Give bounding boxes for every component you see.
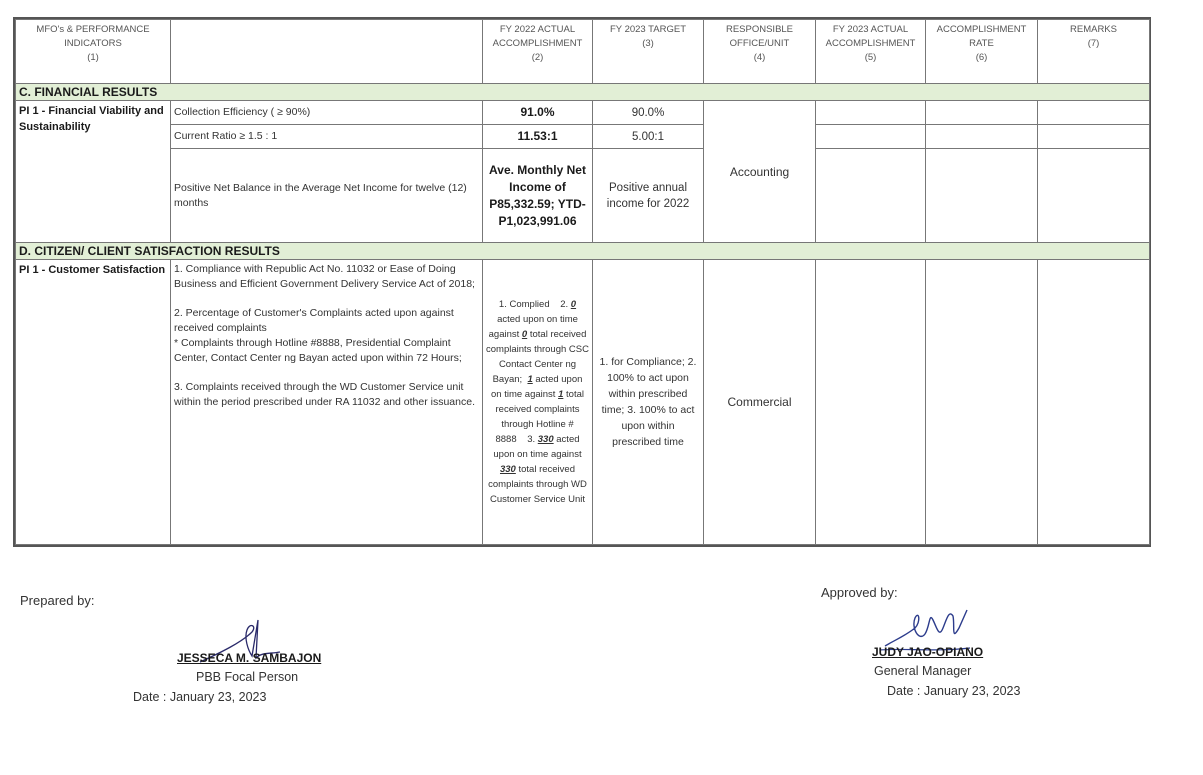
prepared-date: Date : January 23, 2023 [133,690,267,704]
remarks-cell [1038,260,1150,545]
approved-by-label: Approved by: [821,585,898,600]
table-row [16,125,1150,149]
section-c-title: C. FINANCIAL RESULTS [16,84,1150,101]
indicator-collection-efficiency: Collection Efficiency ( ≥ 90%) [171,101,483,125]
indicator-1-text: 1. Compliance with Republic Act No. 11032 or Ease of Doing Business and Efficient Government Delivery Service Act of 2018; [174,263,475,290]
approved-name: JUDY JAO-OPIANO [872,645,984,659]
header-remarks: REMARKS (7) [1038,20,1150,84]
office-commercial: Commercial [704,260,816,545]
indicator-2b-text: * Complaints through Hotline #8888, Presidential Complaint Center, Contact Center ng Bayan acted upon within 72 Hours; [174,337,462,364]
header-indicator-blank [171,20,483,84]
office-accounting: Accounting [704,101,816,243]
header-accomplishment-rate: ACCOMPLISHMENT RATE (6) [926,20,1038,84]
remarks-cell [1038,125,1150,149]
remarks-cell [1038,101,1150,125]
rate-cell [926,101,1038,125]
indicator-net-balance: Positive Net Balance in the Average Net Income for twelve (12) months [171,149,483,243]
section-d-title: D. CITIZEN/ CLIENT SATISFACTION RESULTS [16,243,1150,260]
fy2022-customer-satisfaction: 1. Complied 2. 0 acted upon on time against 0 total received complaints through CSC Contact Center ng Bayan; 1 acted upon on time against 1 total received complaints through Hotline # 8888 3. 330 acted upon on time against 330 total received complaints through WD Customer Service Unit [483,260,593,545]
remarks-cell [1038,149,1150,243]
rate-cell [926,125,1038,149]
indicator-current-ratio: Current Ratio ≥ 1.5 : 1 [171,125,483,149]
header-row [16,20,1150,84]
prepared-role: PBB Focal Person [196,670,299,684]
fy2022-net-balance: Ave. Monthly Net Income of P85,332.59; YTD-P1,023,991.06 [483,149,593,243]
pi-financial: PI 1 - Financial Viability and Sustainability [16,101,171,243]
target-customer-satisfaction: 1. for Compliance; 2. 100% to act upon within prescribed time; 3. 100% to act upon within prescribed time [593,260,704,545]
rate-cell [926,260,1038,545]
fy2023-actual-cell [816,101,926,125]
header-fy2023-target: FY 2023 TARGET (3) [593,20,704,84]
approved-role: General Manager [874,664,972,678]
table-row [16,260,1150,545]
target-net-balance: Positive annual income for 2022 [593,149,704,243]
header-mfo: MFO's & PERFORMANCE INDICATORS (1) [16,20,171,84]
indicator-customer-satisfaction [171,260,483,545]
section-c-row [16,84,1150,101]
header-fy2023-actual: FY 2023 ACTUAL ACCOMPLISHMENT (5) [816,20,926,84]
fy2023-actual-cell [816,260,926,545]
header-fy2022-actual: FY 2022 ACTUAL ACCOMPLISHMENT (2) [483,20,593,84]
section-d-row [16,243,1150,260]
rate-cell [926,149,1038,243]
prepared-by-label: Prepared by: [20,593,95,608]
indicator-2a-text: 2. Percentage of Customer's Complaints acted upon against received complaints [174,307,454,334]
fy2023-actual-cell [816,149,926,243]
table-row [16,149,1150,243]
table-row [16,101,1150,125]
header-responsible-office: RESPONSIBLE OFFICE/UNIT (4) [704,20,816,84]
fy2022-collection-efficiency: 91.0% [483,101,593,125]
approved-date: Date : January 23, 2023 [887,684,1021,698]
performance-table [13,17,1151,547]
prepared-name: JESSECA M. SAMBAJON [177,651,322,665]
pi-customer-satisfaction: PI 1 - Customer Satisfaction [16,260,171,545]
target-current-ratio: 5.00:1 [593,125,704,149]
fy2023-actual-cell [816,125,926,149]
indicator-3-text: 3. Complaints received through the WD Customer Service unit within the period prescribed under RA 11032 and other issuance. [174,381,475,408]
fy2022-current-ratio: 11.53:1 [483,125,593,149]
target-collection-efficiency: 90.0% [593,101,704,125]
